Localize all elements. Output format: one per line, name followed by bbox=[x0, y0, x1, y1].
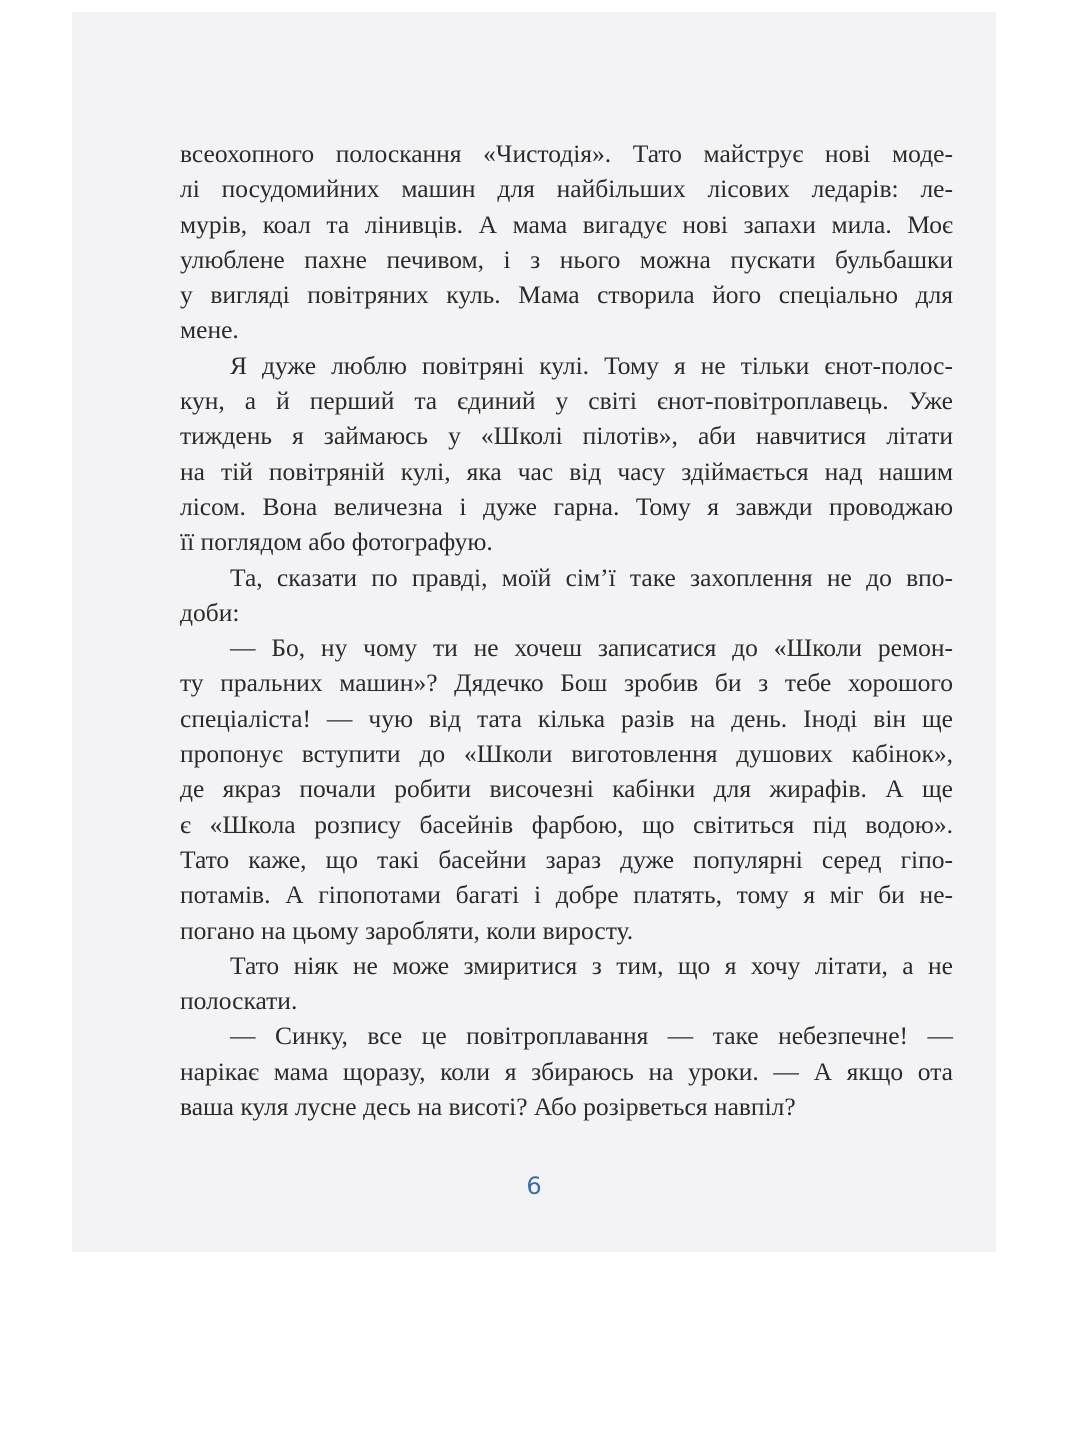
text-line: мене. bbox=[180, 315, 239, 345]
text-line: де якраз почали робити височезні кабінки для жирафів. А ще bbox=[180, 774, 953, 804]
page-text bbox=[180, 136, 953, 1124]
text-line: на тій повітряній кулі, яка час від часу здіймається над нашим bbox=[180, 456, 953, 486]
text-line: кун, а й перший та єдиний у світі єнот-повітроплавець. Уже bbox=[180, 386, 953, 416]
text-line: Я дуже люблю повітряні кулі. Тому я не тільки єнот-полос- bbox=[230, 350, 953, 380]
text-line: лі посудомийних машин для найбільших лісових ледарів: ле- bbox=[180, 174, 953, 204]
text-line: лісом. Вона величезна і дуже гарна. Тому я завжди проводжаю bbox=[180, 491, 953, 521]
text-line: — Синку, все це повітроплавання — таке небезпечне! — bbox=[230, 1021, 953, 1051]
text-line: мурів, коал та лінивців. А мама вигадує нові запахи мила. Моє bbox=[180, 209, 953, 239]
text-line: у вигляді повітряних куль. Мама створила його спеціально для bbox=[180, 280, 953, 310]
text-line: ваша куля лусне десь на висоті? Або розірветься навпіл? bbox=[180, 1092, 796, 1122]
text-line: її поглядом або фотографую. bbox=[180, 527, 493, 557]
book-page bbox=[72, 12, 996, 1252]
text-line: пропонує вступити до «Школи виготовлення душових кабінок», bbox=[180, 739, 953, 769]
text-line: доби: bbox=[180, 597, 240, 627]
text-line: улюблене пахне печивом, і з нього можна пускати бульбашки bbox=[180, 244, 953, 274]
text-line: потамів. А гіпопотами багаті і добре платять, тому я міг би не- bbox=[180, 880, 953, 910]
text-line: нарікає мама щоразу, коли я збираюсь на уроки. — А якщо ота bbox=[180, 1056, 953, 1086]
text-line: ту пральних машин»? Дядечко Бош зробив би з тебе хорошого bbox=[180, 668, 953, 698]
text-line: всеохопного полоскання «Чистодія». Тато майструє нові моде- bbox=[180, 139, 953, 168]
text-line: Тато каже, що такі басейни зараз дуже популярні серед гіпо- bbox=[180, 844, 953, 874]
text-line: — Бо, ну чому ти не хочеш записатися до «Школи ремон- bbox=[230, 633, 953, 663]
text-line: Та, сказати по правді, моїй сім’ї таке захоплення не до впо- bbox=[230, 562, 953, 592]
text-line: полоскати. bbox=[180, 986, 298, 1016]
text-line: спеціаліста! — чую від тата кілька разів на день. Іноді він ще bbox=[180, 703, 953, 733]
text-line: погано на цьому заробляти, коли виросту. bbox=[180, 915, 634, 945]
text-line: тиждень я займаюсь у «Школі пілотів», аби навчитися літати bbox=[180, 421, 953, 451]
text-line: є «Школа розпису басейнів фарбою, що світиться під водою». bbox=[180, 809, 953, 839]
page-number: 6 bbox=[526, 1172, 542, 1200]
text-line: Тато ніяк не може змиритися з тим, що я хочу літати, а не bbox=[230, 950, 953, 980]
